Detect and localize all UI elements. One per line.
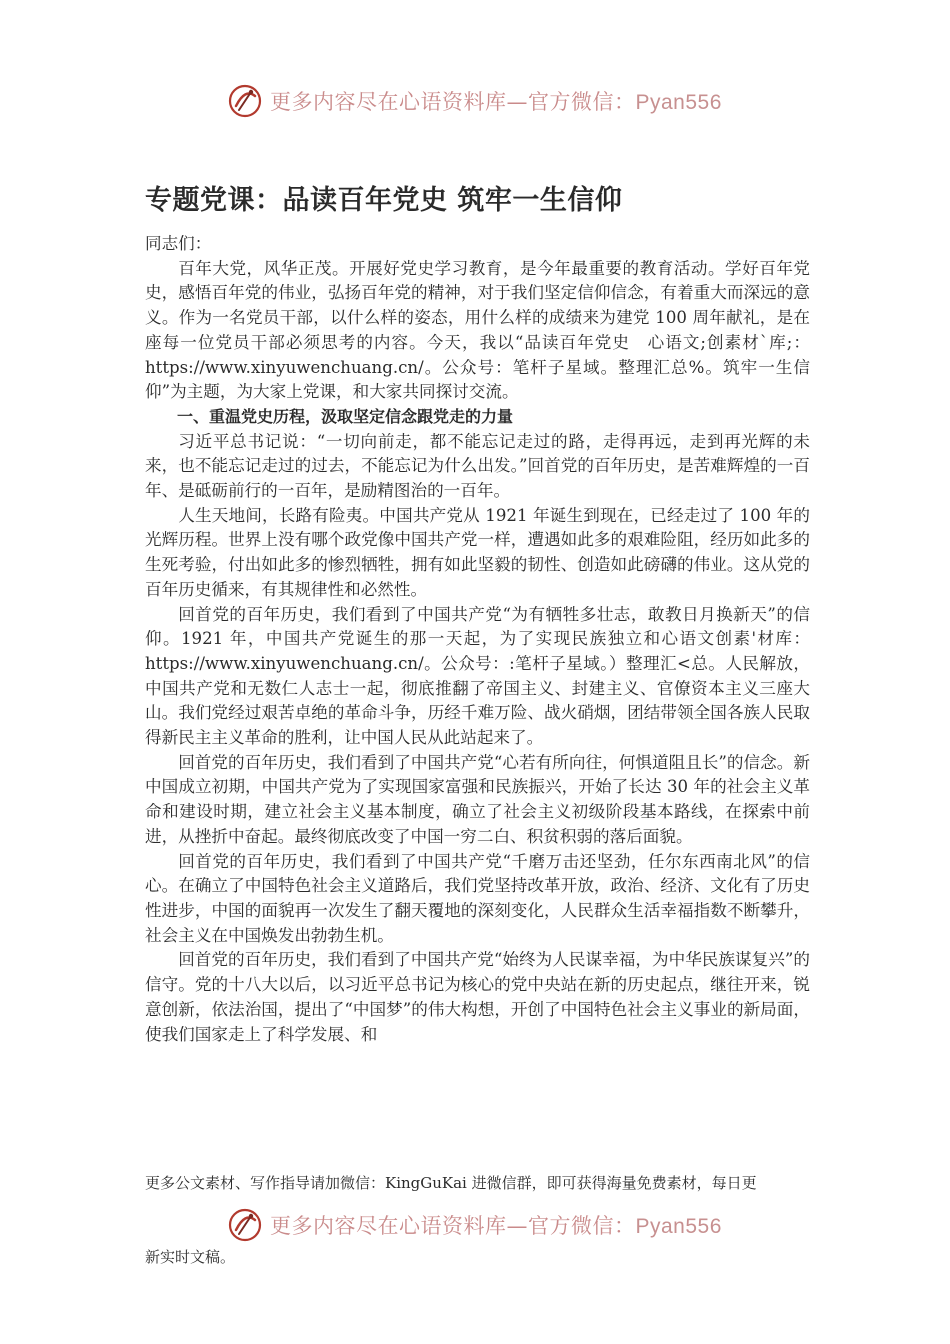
seal-logo-icon <box>226 1206 264 1244</box>
banner-text: 更多内容尽在心语资料库—官方微信：Pyan556 <box>270 1214 722 1238</box>
footer-watermark-banner <box>226 1206 722 1244</box>
paragraph: 回首党的百年历史，我们看到了中国共产党“为有牺牲多壮志，敢教日月换新天”的信仰。1921 年，中国共产党诞生的那一天起，为了实现民族独立和心语文创素'材库：https://www.xinyuwenchuang.cn/。公众号：:笔杆子星域。）整理汇<总。人民解放，中国共产党和无数仁人志士一起，彻底推翻了帝国主义、封建主义、官僚资本主义三座大山。我们党经过艰苦卓绝的革命斗争，历经千难万险、战火硝烟，团结带领全国各族人民取得新民主主义革命的胜利，让中国人民从此站起来了。 <box>145 604 810 748</box>
banner-handle: Pyan556 <box>635 91 722 114</box>
paragraph: 习近平总书记说：“一切向前走，都不能忘记走过的路，走得再远，走到再光辉的未来，也不能忘记走过的过去，不能忘记为什么出发。”回首党的百年历史，是苦难辉煌的一百年、是砥砺前行的一百年，是励精图治的一百年。 <box>145 431 810 501</box>
greeting: 同志们： <box>145 234 212 253</box>
section-heading: 一、重温党史历程，汲取坚定信念跟党走的力量 <box>177 406 514 426</box>
header-watermark-banner <box>226 82 722 120</box>
paragraph: 人生天地间，长路有险夷。中国共产党从 1921 年诞生到现在，已经走过了 100 年的光辉历程。世界上没有哪个政党像中国共产党一样，遭遇如此多的艰难险阻，经历如此多的生死考验，付出如此多的惨烈牺牲，拥有如此坚毅的韧性、创造如此磅礴的伟业。这从党的百年历史循来，有其规律性和必然性。 <box>145 505 810 599</box>
footer-note: 更多公文素材、写作指导请加微信：KingGuKai 进微信群，即可获得海量免费素材，每日更 <box>145 1174 757 1192</box>
paragraph: 回首党的百年历史，我们看到了中国共产党“始终为人民谋幸福，为中华民族谋复兴”的信守。党的十八大以后，以习近平总书记为核心的党中央站在新的历史起点，继往开来，锐意创新，依法治国，提出了“中国梦”的伟大构想，开创了中国特色社会主义事业的新局面，使我们国家走上了科学发展、和 <box>145 950 810 1044</box>
page-title: 专题党课：品读百年党史 筑牢一生信仰 <box>145 185 623 216</box>
paragraph: 百年大党，风华正茂。开展好党史学习教育，是今年最重要的教育活动。学好百年党史，感悟百年党的伟业，弘扬百年党的精神，对于我们坚定信仰信念，有着重大而深远的意义。作为一名党员干部，以什么样的姿态，用什么样的成绩来为建党 100 周年献礼，是在座每一位党员干部必须思考的内容。今天，我以“品读百年党史 心语文;创素材`库;：https://www.xinyuwenchuang.cn/。公众号：笔杆子星域。整理汇总%。筑牢一生信仰”为主题，为大家上党课，和大家共同探讨交流。 <box>145 258 810 402</box>
footer-note-continued: 新实时文稿。 <box>145 1248 236 1266</box>
document-body <box>145 232 810 1047</box>
banner-handle: Pyan556 <box>635 1215 722 1238</box>
paragraph: 回首党的百年历史，我们看到了中国共产党“千磨万击还坚劲，任尔东西南北风”的信心。在确立了中国特色社会主义道路后，我们党坚持改革开放，政治、经济、文化有了历史性进步，中国的面貌再一次发生了翻天覆地的深刻变化，人民群众生活幸福指数不断攀升，社会主义在中国焕发出勃勃生机。 <box>145 851 810 945</box>
banner-text: 更多内容尽在心语资料库—官方微信：Pyan556 <box>270 90 722 114</box>
seal-logo-icon <box>226 82 264 120</box>
paragraph: 回首党的百年历史，我们看到了中国共产党“心若有所向往，何惧道阻且长”的信念。新中国成立初期，中国共产党为了实现国家富强和民族振兴，开始了长达 30 年的社会主义革命和建设时期，建立社会主义基本制度，确立了社会主义初级阶段基本路线，在探索中前进，从挫折中奋起。最终彻底改变了中国一穷二白、积贫积弱的落后面貌。 <box>145 752 810 846</box>
